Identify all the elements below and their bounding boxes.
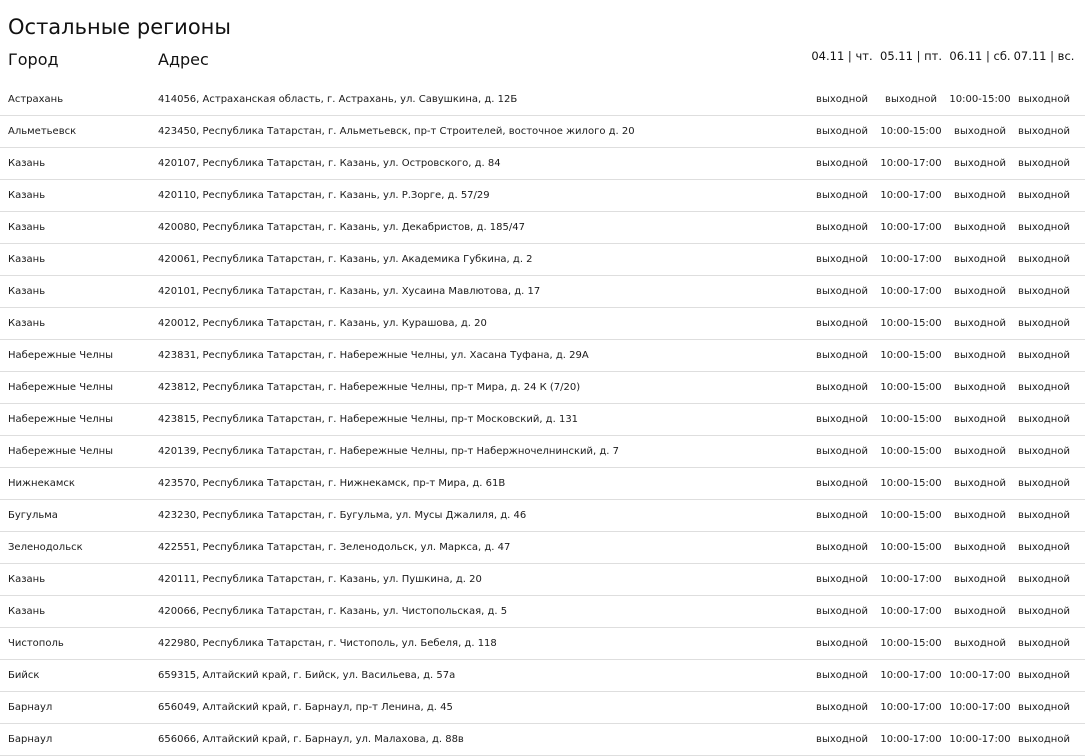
cell-day-1: выходной: [816, 222, 868, 233]
cell-day-1: выходной: [816, 94, 868, 105]
cell-day-3: выходной: [954, 222, 1006, 233]
cell-address: 423815, Республика Татарстан, г. Набережные Челны, пр-т Московский, д. 131: [158, 414, 579, 425]
cell-day-2: 10:00-15:00: [880, 638, 942, 649]
cell-day-1: выходной: [816, 638, 868, 649]
cell-day-2: 10:00-15:00: [880, 510, 942, 521]
cell-day-4: выходной: [1018, 606, 1070, 617]
cell-day-4: выходной: [1018, 286, 1070, 297]
cell-city: Альметьевск: [8, 126, 77, 137]
cell-day-2: 10:00-17:00: [880, 734, 942, 745]
table-row: [0, 244, 1085, 276]
cell-address: 420139, Республика Татарстан, г. Набережные Челны, пр-т Набержночелнинский, д. 7: [158, 446, 620, 457]
cell-day-3: 10:00-15:00: [949, 94, 1011, 105]
cell-city: Бийск: [8, 670, 40, 681]
cell-city: Бугульма: [8, 510, 58, 521]
cell-day-3: выходной: [954, 606, 1006, 617]
cell-day-2: 10:00-15:00: [880, 478, 942, 489]
cell-city: Казань: [8, 222, 46, 233]
cell-day-2: 10:00-15:00: [880, 542, 942, 553]
cell-day-2: 10:00-15:00: [880, 446, 942, 457]
cell-city: Казань: [8, 286, 46, 297]
cell-city: Казань: [8, 158, 46, 169]
cell-city: Набережные Челны: [8, 414, 114, 425]
cell-day-2: 10:00-15:00: [880, 126, 942, 137]
cell-day-1: выходной: [816, 190, 868, 201]
cell-day-3: выходной: [954, 446, 1006, 457]
column-header-day-1: 04.11 | чт.: [811, 49, 873, 63]
cell-day-4: выходной: [1018, 222, 1070, 233]
table-row: [0, 212, 1085, 244]
table-row: [0, 660, 1085, 692]
cell-address: 420110, Республика Татарстан, г. Казань, ул. Р.Зорге, д. 57/29: [158, 190, 490, 201]
cell-day-3: выходной: [954, 190, 1006, 201]
cell-day-4: выходной: [1018, 542, 1070, 553]
cell-address: 420080, Республика Татарстан, г. Казань, ул. Декабристов, д. 185/47: [158, 222, 525, 233]
cell-address: 420107, Республика Татарстан, г. Казань, ул. Островского, д. 84: [158, 158, 501, 169]
cell-day-4: выходной: [1018, 574, 1070, 585]
cell-address: 656066, Алтайский край, г. Барнаул, ул. Малахова, д. 88в: [158, 734, 464, 745]
cell-city: Зеленодольск: [8, 542, 83, 553]
cell-day-4: выходной: [1018, 126, 1070, 137]
cell-day-4: выходной: [1018, 190, 1070, 201]
cell-day-1: выходной: [816, 158, 868, 169]
cell-address: 422980, Республика Татарстан, г. Чистополь, ул. Бебеля, д. 118: [158, 638, 497, 649]
cell-day-2: выходной: [885, 94, 937, 105]
cell-address: 414056, Астраханская область, г. Астрахань, ул. Савушкина, д. 12Б: [158, 94, 518, 105]
table-row: [0, 532, 1085, 564]
cell-city: Казань: [8, 606, 46, 617]
cell-city: Казань: [8, 254, 46, 265]
table-row: [0, 180, 1085, 212]
cell-day-1: выходной: [816, 382, 868, 393]
table-row: [0, 692, 1085, 724]
cell-address: 420012, Республика Татарстан, г. Казань, ул. Курашова, д. 20: [158, 318, 487, 329]
cell-day-4: выходной: [1018, 670, 1070, 681]
cell-day-1: выходной: [816, 350, 868, 361]
column-header-day-3: 06.11 | сб.: [949, 49, 1011, 63]
cell-day-1: выходной: [816, 734, 868, 745]
cell-address: 423450, Республика Татарстан, г. Альметьевск, пр-т Строителей, восточное жилого д. 20: [158, 126, 635, 137]
cell-day-3: выходной: [954, 574, 1006, 585]
cell-day-3: выходной: [954, 126, 1006, 137]
cell-day-4: выходной: [1018, 94, 1070, 105]
table-row: [0, 148, 1085, 180]
table-row: [0, 436, 1085, 468]
cell-address: 420066, Республика Татарстан, г. Казань, ул. Чистопольская, д. 5: [158, 606, 508, 617]
cell-address: 420061, Республика Татарстан, г. Казань, ул. Академика Губкина, д. 2: [158, 254, 533, 265]
cell-day-1: выходной: [816, 254, 868, 265]
table-row: [0, 468, 1085, 500]
cell-city: Барнаул: [8, 734, 53, 745]
cell-address: 420111, Республика Татарстан, г. Казань, ул. Пушкина, д. 20: [158, 574, 482, 585]
table-row: [0, 628, 1085, 660]
cell-day-3: выходной: [954, 350, 1006, 361]
cell-day-2: 10:00-15:00: [880, 382, 942, 393]
table-row: [0, 340, 1085, 372]
column-header-city: Город: [8, 50, 59, 69]
cell-day-4: выходной: [1018, 510, 1070, 521]
cell-day-2: 10:00-15:00: [880, 350, 942, 361]
cell-day-2: 10:00-17:00: [880, 254, 942, 265]
cell-address: 656049, Алтайский край, г. Барнаул, пр-т Ленина, д. 45: [158, 702, 453, 713]
cell-day-1: выходной: [816, 606, 868, 617]
cell-day-4: выходной: [1018, 734, 1070, 745]
cell-day-1: выходной: [816, 478, 868, 489]
cell-day-3: выходной: [954, 542, 1006, 553]
table-row: [0, 116, 1085, 148]
cell-address: 422551, Республика Татарстан, г. Зеленодольск, ул. Маркса, д. 47: [158, 542, 511, 553]
table-row: [0, 308, 1085, 340]
cell-address: 423831, Республика Татарстан, г. Набережные Челны, ул. Хасана Туфана, д. 29А: [158, 350, 589, 361]
cell-day-3: выходной: [954, 158, 1006, 169]
cell-day-3: 10:00-17:00: [949, 734, 1011, 745]
cell-day-1: выходной: [816, 670, 868, 681]
cell-city: Казань: [8, 190, 46, 201]
cell-city: Нижнекамск: [8, 478, 75, 489]
table-header: [0, 44, 1085, 84]
cell-address: 423570, Республика Татарстан, г. Нижнекамск, пр-т Мира, д. 61В: [158, 478, 506, 489]
cell-day-2: 10:00-17:00: [880, 606, 942, 617]
cell-day-2: 10:00-17:00: [880, 190, 942, 201]
table-row: [0, 84, 1085, 116]
cell-city: Набережные Челны: [8, 446, 114, 457]
cell-day-4: выходной: [1018, 254, 1070, 265]
cell-city: Казань: [8, 318, 46, 329]
cell-day-4: выходной: [1018, 414, 1070, 425]
cell-day-4: выходной: [1018, 638, 1070, 649]
cell-day-4: выходной: [1018, 158, 1070, 169]
cell-address: 423812, Республика Татарстан, г. Набережные Челны, пр-т Мира, д. 24 К (7/20): [158, 382, 581, 393]
cell-day-1: выходной: [816, 446, 868, 457]
cell-day-1: выходной: [816, 414, 868, 425]
cell-day-1: выходной: [816, 286, 868, 297]
cell-day-3: выходной: [954, 478, 1006, 489]
cell-address: 659315, Алтайский край, г. Бийск, ул. Васильева, д. 57а: [158, 670, 456, 681]
table-row: [0, 500, 1085, 532]
cell-city: Набережные Челны: [8, 350, 114, 361]
cell-day-3: выходной: [954, 254, 1006, 265]
schedule-table: [0, 44, 1085, 756]
cell-day-4: выходной: [1018, 318, 1070, 329]
cell-day-2: 10:00-17:00: [880, 574, 942, 585]
cell-day-4: выходной: [1018, 350, 1070, 361]
cell-day-3: выходной: [954, 382, 1006, 393]
cell-day-2: 10:00-17:00: [880, 286, 942, 297]
cell-day-2: 10:00-15:00: [880, 318, 942, 329]
cell-day-3: выходной: [954, 318, 1006, 329]
cell-day-1: выходной: [816, 510, 868, 521]
table-body: [0, 84, 1085, 756]
cell-address: 423230, Республика Татарстан, г. Бугульма, ул. Мусы Джалиля, д. 46: [158, 510, 527, 521]
cell-day-3: 10:00-17:00: [949, 702, 1011, 713]
table-row: [0, 564, 1085, 596]
table-row: [0, 404, 1085, 436]
cell-day-3: выходной: [954, 414, 1006, 425]
cell-day-3: выходной: [954, 286, 1006, 297]
table-row: [0, 724, 1085, 756]
column-header-day-4: 07.11 | вс.: [1013, 49, 1075, 63]
cell-day-1: выходной: [816, 126, 868, 137]
cell-day-1: выходной: [816, 542, 868, 553]
cell-day-2: 10:00-17:00: [880, 158, 942, 169]
cell-day-4: выходной: [1018, 478, 1070, 489]
cell-day-1: выходной: [816, 318, 868, 329]
table-row: [0, 372, 1085, 404]
cell-day-2: 10:00-17:00: [880, 702, 942, 713]
cell-city: Казань: [8, 574, 46, 585]
cell-day-4: выходной: [1018, 702, 1070, 713]
cell-city: Набережные Челны: [8, 382, 114, 393]
cell-day-4: выходной: [1018, 382, 1070, 393]
cell-day-2: 10:00-17:00: [880, 222, 942, 233]
cell-day-3: выходной: [954, 510, 1006, 521]
cell-day-2: 10:00-15:00: [880, 414, 942, 425]
cell-city: Чистополь: [8, 638, 64, 649]
cell-day-3: выходной: [954, 638, 1006, 649]
cell-day-1: выходной: [816, 702, 868, 713]
cell-city: Астрахань: [8, 94, 64, 105]
column-header-day-2: 05.11 | пт.: [880, 49, 942, 63]
cell-day-3: 10:00-17:00: [949, 670, 1011, 681]
table-row: [0, 596, 1085, 628]
table-row: [0, 276, 1085, 308]
cell-city: Барнаул: [8, 702, 53, 713]
cell-day-4: выходной: [1018, 446, 1070, 457]
cell-day-2: 10:00-17:00: [880, 670, 942, 681]
column-header-address: Адрес: [158, 50, 209, 69]
page-title: Остальные регионы: [8, 15, 231, 40]
cell-address: 420101, Республика Татарстан, г. Казань, ул. Хусаина Мавлютова, д. 17: [158, 286, 541, 297]
cell-day-1: выходной: [816, 574, 868, 585]
